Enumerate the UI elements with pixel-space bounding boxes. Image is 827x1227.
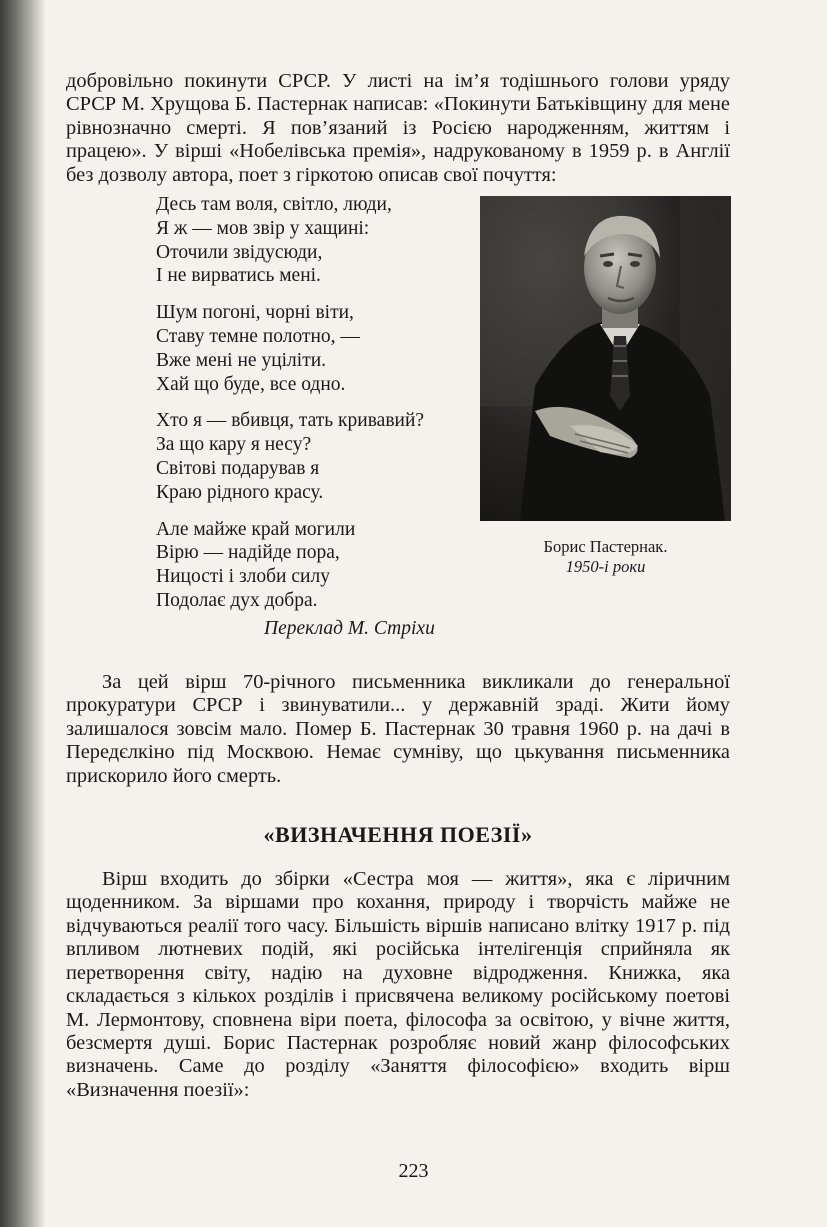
poem-and-photo-block xyxy=(66,191,730,671)
poem-line: Десь там воля, світло, люди, xyxy=(156,194,392,216)
section-paragraph: Вірш входить до збірки «Сестра моя — життя», яка є ліричним щоденником. За віршами про кохання, природу і творчість майже не відчуваються реалії того часу. Більшість віршів написано влітку 1917 р. під впливом лютневих подій, які російська інтелігенція сприйняла як перетворення світу, надію на духовне відродження. Книжка, яка складається з кількох розділів і присвячена великому російському поетові М. Лермонтову, сповнена віри поета, філософа за освітою, у вічне життя, безсмертя душі. Борис Пастернак розробляє новий жанр філософських визначень. Саме до розділу «Заняття філософією» входить вірш «Визначення поезії»: xyxy=(66,868,730,1101)
poem-stanza-3 xyxy=(156,409,476,504)
poem-line: Вірю — надійде пора, xyxy=(156,542,340,564)
poem-line: Хто я — вбивця, тать кривавий? xyxy=(156,410,425,432)
poem-line: Але майже край могили xyxy=(156,518,356,540)
poem-line: Краю рідного красу. xyxy=(156,481,324,503)
poem-line: Ницості і злоби силу xyxy=(156,566,330,588)
poem-line: Ставу темне полотно, — xyxy=(156,326,360,348)
poem-line: І не вирватись мені. xyxy=(156,265,321,287)
poem-line: За що кару я несу? xyxy=(156,434,312,456)
poem-stanza-4 xyxy=(156,518,476,613)
page-number: 223 xyxy=(398,1160,429,1182)
section-heading: «ВИЗНАЧЕННЯ ПОЕЗІЇ» xyxy=(263,822,533,848)
poem xyxy=(156,193,476,641)
portrait-illustration xyxy=(480,196,731,521)
poem-line: Хай що буде, все одно. xyxy=(156,373,346,395)
poem-line: Оточили звідусюди, xyxy=(156,241,323,263)
portrait-photo xyxy=(480,196,731,521)
poem-line: Світові подарував я xyxy=(156,458,320,479)
poem-line: Вже мені не уціліти. xyxy=(156,349,327,371)
poem-stanza-1 xyxy=(156,193,476,288)
poem-line: Подолає дух добра. xyxy=(156,589,318,611)
photo-caption xyxy=(480,537,731,577)
poem-line: Я ж — мов звір у хащині: xyxy=(156,217,370,239)
translator-credit: Переклад М. Стріхи xyxy=(264,617,435,639)
intro-paragraph: добровільно покинути СРСР. У листі на ім’я тодішнього голови уряду СРСР М. Хрущова Б. Пастернак написав: «Покинути Батьківщину для мене рівнозначно смерті. Я пов’язаний із Росією народженням, життям і працею». У вірші «Нобелівська премія», надрукованому в 1959 р. в Англії без дозволу автора, поет з гіркотою описав свої почуття: xyxy=(66,70,730,186)
paragraph-after-poem: За цей вірш 70-річного письменника викликали до генеральної прокуратури СРСР і звинуватили... у державній зраді. Жити йому залишалося зовсім мало. Помер Б. Пастернак 30 травня 1960 р. на дачі в Передєлкіно під Москвою. Немає сумніву, що цькування письменника прискорило його смерть. xyxy=(66,671,730,787)
page-content xyxy=(66,70,730,1102)
poem-line: Шум погоні, чорні віти, xyxy=(156,302,354,324)
photo-caption-name: Борис Пастернак. xyxy=(543,537,668,557)
photo-caption-date: 1950-і роки xyxy=(565,557,646,577)
book-spine-shadow xyxy=(0,0,46,1227)
poem-stanza-2 xyxy=(156,301,476,396)
